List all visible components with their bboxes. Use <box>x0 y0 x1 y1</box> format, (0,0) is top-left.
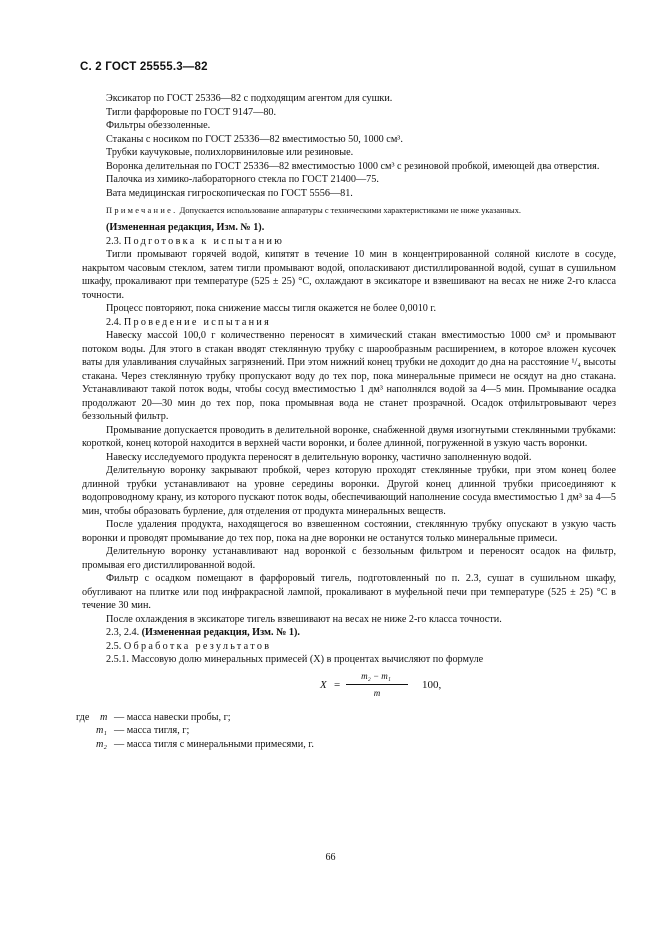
definition-text: — масса тигля, г; <box>114 725 190 736</box>
paragraph: 2.5.1. Массовую долю минеральных примесей (X) в процентах вычисляют по формуле <box>106 654 484 665</box>
paragraph: Делительную воронку закрывают пробкой, через которую проходят стеклянные трубки, при этом конец более длинной трубки устанавливают на уровне середины воронки. Другой конец длинной трубки присоединяют к водопроводному крану, из которого пускают поток воды, обеспечивающий наполнение сосуда вместимостью 1 дм³ за 4—5 мин, чтобы образовать бурление, для отделения от продукта минеральных веществ. <box>82 465 616 517</box>
section-heading-2-5 <box>82 640 616 654</box>
section-number: 2.5. <box>106 640 122 652</box>
section-number: 2.3. <box>106 235 122 247</box>
equipment-item: Палочка из химико-лабораторного стекла по ГОСТ 21400—75. <box>106 174 379 185</box>
section-heading-2-4 <box>82 316 616 330</box>
paragraph: Фильтр с осадком помещают в фарфоровый тигель, подготовленный по п. 2.3, сушат в сушильном шкафу, обугливают на плитке или под инфракрасной лампой, прокаливают в муфельной печи при температуре (525 ± 25) °С в течение 30 мин. <box>82 573 616 611</box>
paragraph: Навеску массой 100,0 г количественно переносят в химический стакан вместимостью 1000 см³ и промывают потоком воды. Для этого в стакан вводят стеклянную трубку с шарообразным расширением, в которое вложен кусочек ваты для улавливания случайных загрязнений. При этом нижний конец трубки не доходит до дна на расстояние ¹/₄ высоты стакана. Через стеклянную трубку пропускают воду до тех пор, пока минеральные примеси не осядут на дно стакана. Устанавливают такой поток воды, чтобы сосуд вместимостью 1 дм³ наполнялся водой за 4—5 мин. Промывание осадка продолжают 20—30 мин до тех пор, пока промывная вода не станет прозрачной. Осадок отфильтровывают через беззольный фильтр. <box>82 330 616 422</box>
where-prefix: где <box>76 711 90 723</box>
page-number: 66 <box>325 852 336 863</box>
definition-row <box>76 711 616 725</box>
paragraph: После удаления продукта, находящегося во взвешенном состоянии, стеклянную трубку опускают в узкую часть воронки и проводят промывание до тех пор, пока на дне воронки не останутся только минеральные примеси. <box>82 519 616 544</box>
equipment-item: Трубки каучуковые, полихлорвиниловые или резиновые. <box>106 147 354 158</box>
edition-prefix: 2.3, 2.4. <box>106 627 140 638</box>
definition-text: — масса навески пробы, г; <box>114 711 231 723</box>
formula-equals: = <box>334 678 341 691</box>
definition-symbol: m <box>100 711 108 723</box>
section-title: Подготовка к испытанию <box>123 235 285 247</box>
definition-text: — масса тигля с минеральными примесями, г. <box>114 738 314 750</box>
edition-note: (Измененная редакция, Изм. № 1). <box>106 222 265 233</box>
note-text: Допускается использование аппаратуры с техническими характеристиками не ниже указанных. <box>179 206 521 215</box>
equipment-item: Стаканы с носиком по ГОСТ 25336—82 вместимостью 50, 1000 см³. <box>106 133 403 145</box>
equipment-item: Вата медицинская гигроскопическая по ГОСТ 5556—81. <box>106 187 353 199</box>
definition-row <box>82 738 616 752</box>
equipment-item: Тигли фарфоровые по ГОСТ 9147—80. <box>106 106 277 118</box>
edition-text: (Измененная редакция, Изм. № 1). <box>141 627 300 638</box>
section-number: 2.4. <box>106 316 122 328</box>
equipment-item: Воронка делительная по ГОСТ 25336—82 вместимостью 1000 см³ с резиновой пробкой, имеющей два отверстия. <box>106 160 600 172</box>
page-header: С. 2 ГОСТ 25555.3—82 <box>80 61 208 73</box>
paragraph: Делительную воронку устанавливают над воронкой с беззольным фильтром и переносят осадок на фильтр, промывая его дистиллированной водой. <box>82 546 616 571</box>
equipment-item: Эксикатор по ГОСТ 25336—82 с подходящим агентом для сушки. <box>106 93 393 104</box>
document-body <box>76 92 616 751</box>
definition-symbol: m₁ <box>96 725 107 736</box>
definition-row <box>82 724 616 738</box>
paragraph: После охлаждения в эксикаторе тигель взвешивают на весах не ниже 2-го класса точности. <box>106 613 502 625</box>
note <box>82 205 616 216</box>
variable-definitions <box>76 711 616 752</box>
section-title: Обработка результатов <box>123 640 272 652</box>
note-label: Примечание. <box>106 206 178 215</box>
equipment-item: Фильтры обеззоленные. <box>106 120 211 131</box>
paragraph: Тигли промывают горячей водой, кипятят в течение 10 мин в концентрированной соляной кислоте в сосуде, накрытом часовым стеклом, затем тигли промывают водой, ополаскивают дистиллированной водой, сушат в сушильном шкафу, прокаливают при температуре (525 ± 25) °С, охлаждают в эксикаторе и взвешивают на весах не ниже 2-го класса точности. <box>82 249 616 301</box>
section-heading-2-3 <box>82 235 616 249</box>
paragraph: Навеску исследуемого продукта переносят в делительную воронку, частично заполненную водой. <box>106 451 532 463</box>
fraction-bar <box>346 684 408 685</box>
paragraph: Процесс повторяют, пока снижение массы тигля окажется не более 0,0010 г. <box>106 303 437 314</box>
formula-denominator: m <box>373 687 381 698</box>
edition-note-2 <box>82 626 616 640</box>
formula <box>82 669 616 705</box>
definition-symbol: m₂ <box>96 738 107 750</box>
equipment-list <box>82 92 616 200</box>
formula-multiplier: 100, <box>422 678 442 691</box>
section-title: Проведение испытания <box>123 316 272 328</box>
formula-numerator: m₂ − m₁ <box>361 670 391 681</box>
formula-lhs: X <box>320 678 327 691</box>
paragraph: Промывание допускается проводить в делительной воронке, снабженной двумя изогнутыми стеклянными трубками: короткой, конец которой находится в верхней части воронки, и более длинной, погруженной в узкую часть воронки. <box>82 424 616 449</box>
